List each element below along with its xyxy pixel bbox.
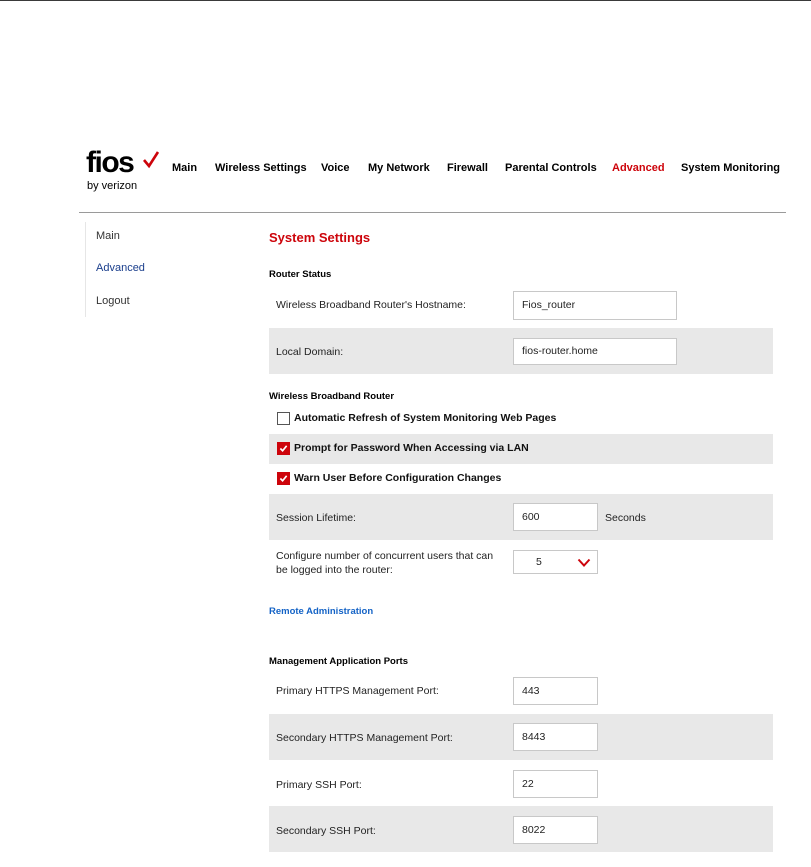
warn-user-checkbox[interactable]	[277, 472, 290, 485]
concurrent-users-label-line1: Configure number of concurrent users that can	[276, 550, 494, 562]
fios-logo[interactable]	[86, 145, 166, 195]
primary-https-input[interactable]: 443	[513, 677, 598, 705]
nav-parental-controls[interactable]: Parental Controls	[505, 162, 597, 174]
secondary-https-input[interactable]: 8443	[513, 723, 598, 751]
local-domain-input[interactable]: fios-router.home	[513, 338, 677, 365]
checkmark-icon	[279, 474, 288, 483]
wireless-broadband-router-heading: Wireless Broadband Router	[269, 391, 395, 402]
concurrent-users-select[interactable]	[513, 550, 598, 574]
checkmark-icon	[279, 444, 288, 453]
session-lifetime-unit: Seconds	[605, 512, 646, 524]
nav-wireless-settings[interactable]: Wireless Settings	[215, 162, 307, 174]
secondary-ssh-row	[269, 806, 773, 852]
nav-my-network[interactable]: My Network	[368, 162, 430, 174]
sidebar-item-logout[interactable]: Logout	[96, 295, 130, 307]
primary-ssh-input[interactable]: 22	[513, 770, 598, 798]
chevron-down-icon	[577, 558, 591, 568]
prompt-password-checkbox[interactable]	[277, 442, 290, 455]
header-divider	[79, 212, 786, 213]
secondary-ssh-input[interactable]: 8022	[513, 816, 598, 844]
prompt-password-row	[269, 434, 773, 464]
hostname-label: Wireless Broadband Router's Hostname:	[276, 299, 466, 311]
auto-refresh-row	[269, 404, 773, 434]
sidebar-divider	[85, 222, 86, 317]
verizon-check-icon	[142, 151, 160, 169]
primary-ssh-label: Primary SSH Port:	[276, 779, 362, 791]
warn-user-row	[269, 464, 773, 494]
warn-user-label: Warn User Before Configuration Changes	[294, 472, 502, 484]
auto-refresh-checkbox[interactable]	[277, 412, 290, 425]
auto-refresh-label: Automatic Refresh of System Monitoring Web Pages	[294, 412, 557, 424]
hostname-input[interactable]: Fios_router	[513, 291, 677, 320]
concurrent-users-value: 5	[536, 556, 542, 568]
nav-voice[interactable]: Voice	[321, 162, 350, 174]
session-lifetime-label: Session Lifetime:	[276, 512, 356, 524]
remote-administration-link[interactable]: Remote Administration	[269, 606, 374, 617]
nav-main[interactable]: Main	[172, 162, 198, 174]
hostname-row	[269, 282, 773, 328]
prompt-password-label: Prompt for Password When Accessing via LAN	[294, 442, 529, 454]
top-border	[0, 0, 811, 1]
sidebar-item-advanced[interactable]: Advanced	[96, 262, 145, 274]
nav-firewall[interactable]: Firewall	[447, 162, 488, 174]
primary-https-label: Primary HTTPS Management Port:	[276, 685, 439, 697]
nav-advanced[interactable]: Advanced	[612, 162, 665, 174]
session-lifetime-input[interactable]: 600	[513, 503, 598, 531]
secondary-ssh-label: Secondary SSH Port:	[276, 825, 376, 837]
management-ports-heading: Management Application Ports	[269, 656, 408, 667]
router-status-heading: Router Status	[269, 269, 332, 280]
page-title: System Settings	[269, 230, 371, 245]
sidebar-item-main[interactable]: Main	[96, 230, 120, 242]
session-lifetime-row	[269, 494, 773, 540]
nav-system-monitoring[interactable]: System Monitoring	[681, 162, 781, 174]
logo-wordmark: fios	[86, 146, 134, 179]
secondary-https-label: Secondary HTTPS Management Port:	[276, 732, 453, 744]
local-domain-row	[269, 328, 773, 374]
primary-ssh-row	[269, 760, 773, 806]
secondary-https-row	[269, 714, 773, 760]
concurrent-users-label-line2: be logged into the router:	[276, 564, 393, 576]
logo-subtitle: by verizon	[87, 180, 138, 192]
concurrent-users-row	[269, 540, 773, 586]
primary-https-row	[269, 668, 773, 714]
local-domain-label: Local Domain:	[276, 346, 344, 358]
